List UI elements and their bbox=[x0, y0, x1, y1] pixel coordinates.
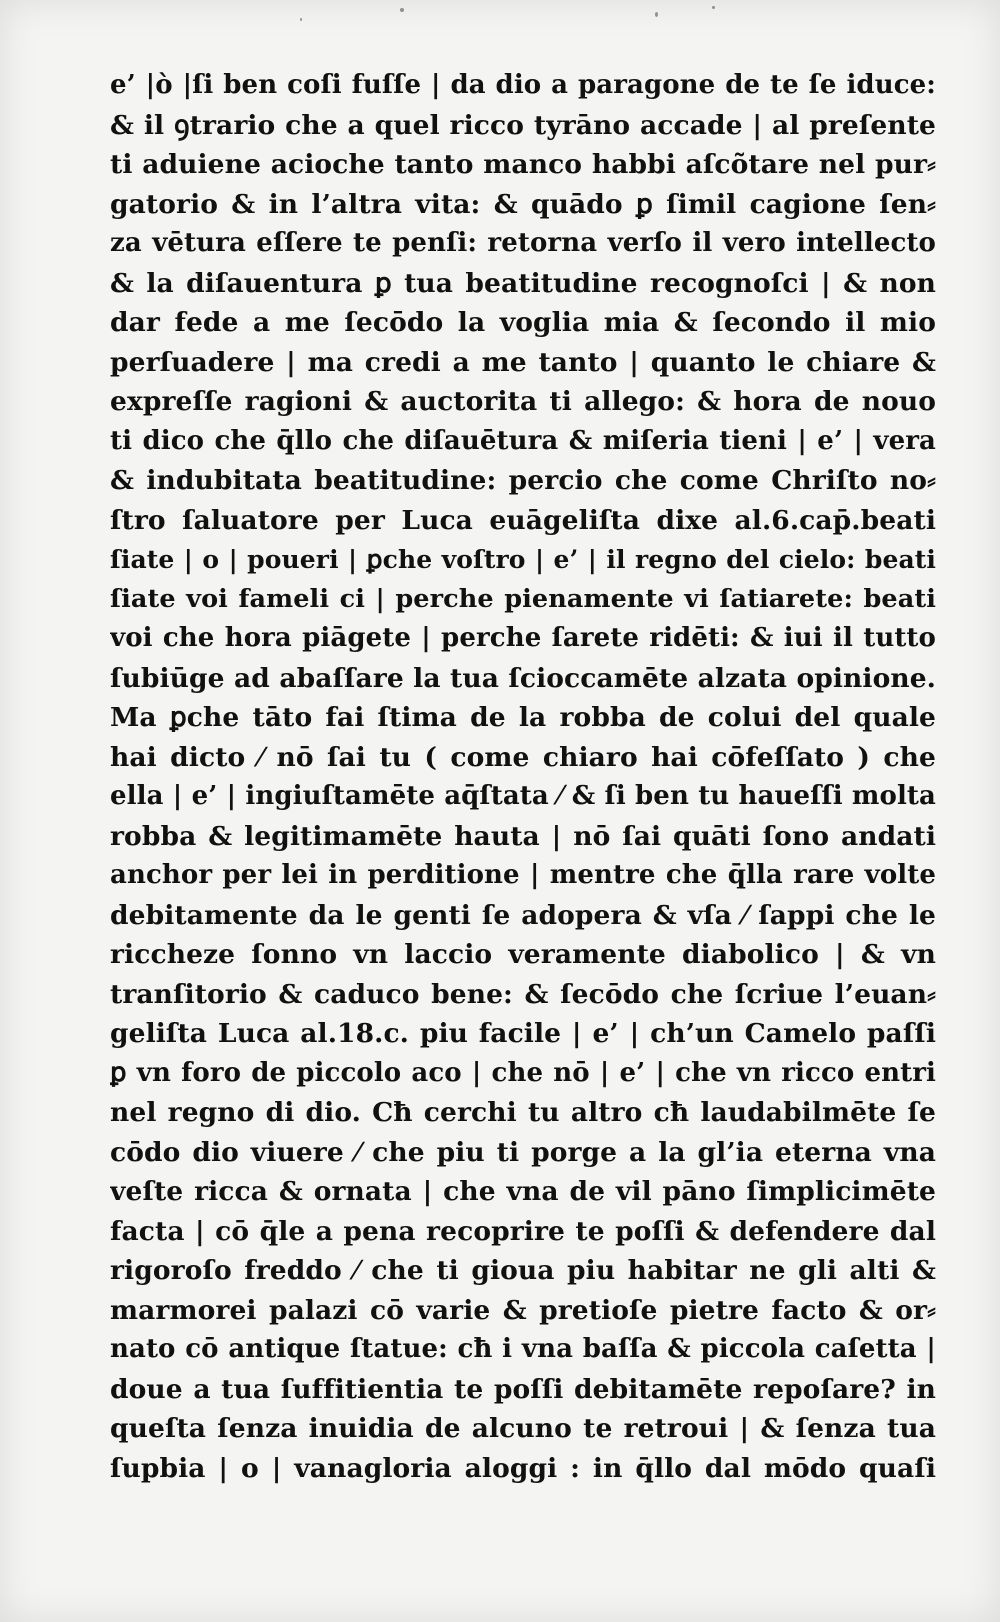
text-line: geliſta Luca al.18.c. piu facile | e’ | ch’un Camelo paſſi bbox=[110, 1018, 936, 1049]
text-line: anchor per lei in perditione | mentre che q̄lla rare volte bbox=[110, 860, 936, 890]
text-line: ſupbia | o | vanagloria aloggi : in q̄llo dal mōdo quaſi bbox=[110, 1452, 936, 1484]
text-line: & la diſauentura ꝑ tua beatitudine recognoſci | & non bbox=[110, 267, 936, 299]
ink-speck bbox=[300, 18, 302, 21]
text-line: veſte ricca & ornata | che vna de vil pāno ſimplicimēte bbox=[110, 1176, 936, 1207]
text-line: dar fede a me ſecōdo la voglia mia & ſecondo il mio bbox=[110, 307, 936, 338]
text-line: Ma ꝑche tāto fai ſtima de la robba de colui del quale bbox=[110, 702, 936, 733]
text-line: expreſſe ragioni & auctorita ti allego: & hora de nouo bbox=[110, 386, 936, 417]
text-line: marmorei palazi cō varie & pretioſe pietre facto & or⸗ bbox=[110, 1294, 936, 1326]
text-line: za vētura eſſere te penſi: retorna verſo il vero intellecto bbox=[110, 228, 936, 258]
text-line: tranſitorio & caduco bene: & ſecōdo che ſcriue l’euan⸗ bbox=[110, 978, 936, 1010]
text-line: ſtro ſaluatore per Luca euāgeliſta dixe al.6.cap̄.beati bbox=[110, 504, 936, 536]
ink-speck bbox=[712, 6, 715, 9]
text-line: nel regno di dio. Cħ cerchi tu altro cħ laudabilmēte ſe bbox=[110, 1097, 936, 1128]
text-line: perſuadere | ma credi a me tanto | quanto le chiare & bbox=[110, 346, 936, 378]
text-line: ella | e’ | ingiuſtamēte aq̄ſtata ⁄ & ſi ben tu haueſſi molta bbox=[110, 781, 936, 811]
text-line: riccheze ſonno vn laccio veramente diabolico | & vn bbox=[110, 939, 936, 970]
text-line: ti dico che q̄llo che diſauētura & miſeria tieni | e’ | vera bbox=[110, 425, 936, 456]
text-line: & il ꝯtrario che a quel ricco tyrāno accade | al preſente bbox=[110, 109, 936, 141]
text-line: facta | cō q̄le a pena recoprire te poſſi & defendere dal bbox=[110, 1215, 936, 1247]
text-line: & indubitata beatitudine: percio che come Chriſto no⸗ bbox=[110, 465, 936, 496]
body-text bbox=[110, 66, 936, 1488]
text-line: cōdo dio viuere ⁄ che piu ti porge a la gl’ia eterna vna bbox=[110, 1136, 936, 1168]
text-line: e’ |ò |ſi ben coſi fuſſe | da dio a paragone de te ſe iduce: bbox=[110, 70, 936, 100]
ink-speck bbox=[655, 12, 658, 17]
text-line: ſubiūge ad abaſſare la tua ſcioccamēte alzata opinione. bbox=[110, 662, 936, 694]
text-line: ſiate voi fameli ci | perche pienamente vi ſatiarete: beati bbox=[110, 583, 936, 614]
text-line: nato cō antique ſtatue: cħ i vna baſſa & piccola caſetta | bbox=[110, 1334, 936, 1364]
text-line: robba & legitimamēte hauta | nō ſai quāti ſono andati bbox=[110, 820, 936, 852]
text-line: voi che hora piāgete | perche ſarete ridēti: & iui il tutto bbox=[110, 623, 936, 653]
text-line: doue a tua ſuffitientia te poſſi debitamēte repoſare? in bbox=[110, 1373, 936, 1405]
ink-speck bbox=[400, 8, 404, 12]
text-line: ti aduiene acioche tanto manco habbi aſcõtare nel pur⸗ bbox=[110, 149, 936, 180]
text-line: debitamente da le genti ſe adopera & vſa ⁄ ſappi che le bbox=[110, 899, 936, 931]
text-line: hai dicto ⁄ nō ſai tu ( come chiaro hai cōfeſſato ) che bbox=[110, 741, 936, 773]
text-line: gatorio & in l’altra vita: & quādo ꝑ ſimil cagione ſen⸗ bbox=[110, 188, 936, 220]
text-line: ſiate | o | poueri | ꝑche voſtro | e’ | il regno del cielo: beati bbox=[110, 545, 936, 574]
text-line: ꝑ vn foro de piccolo aco | che nō | e’ | che vn ricco entri bbox=[110, 1057, 936, 1088]
text-line: queſta ſenza inuidia de alcuno te retroui | & ſenza tua bbox=[110, 1413, 936, 1444]
text-line: rigoroſo freddo ⁄ che ti gioua piu habitar ne gli alti & bbox=[110, 1255, 936, 1286]
